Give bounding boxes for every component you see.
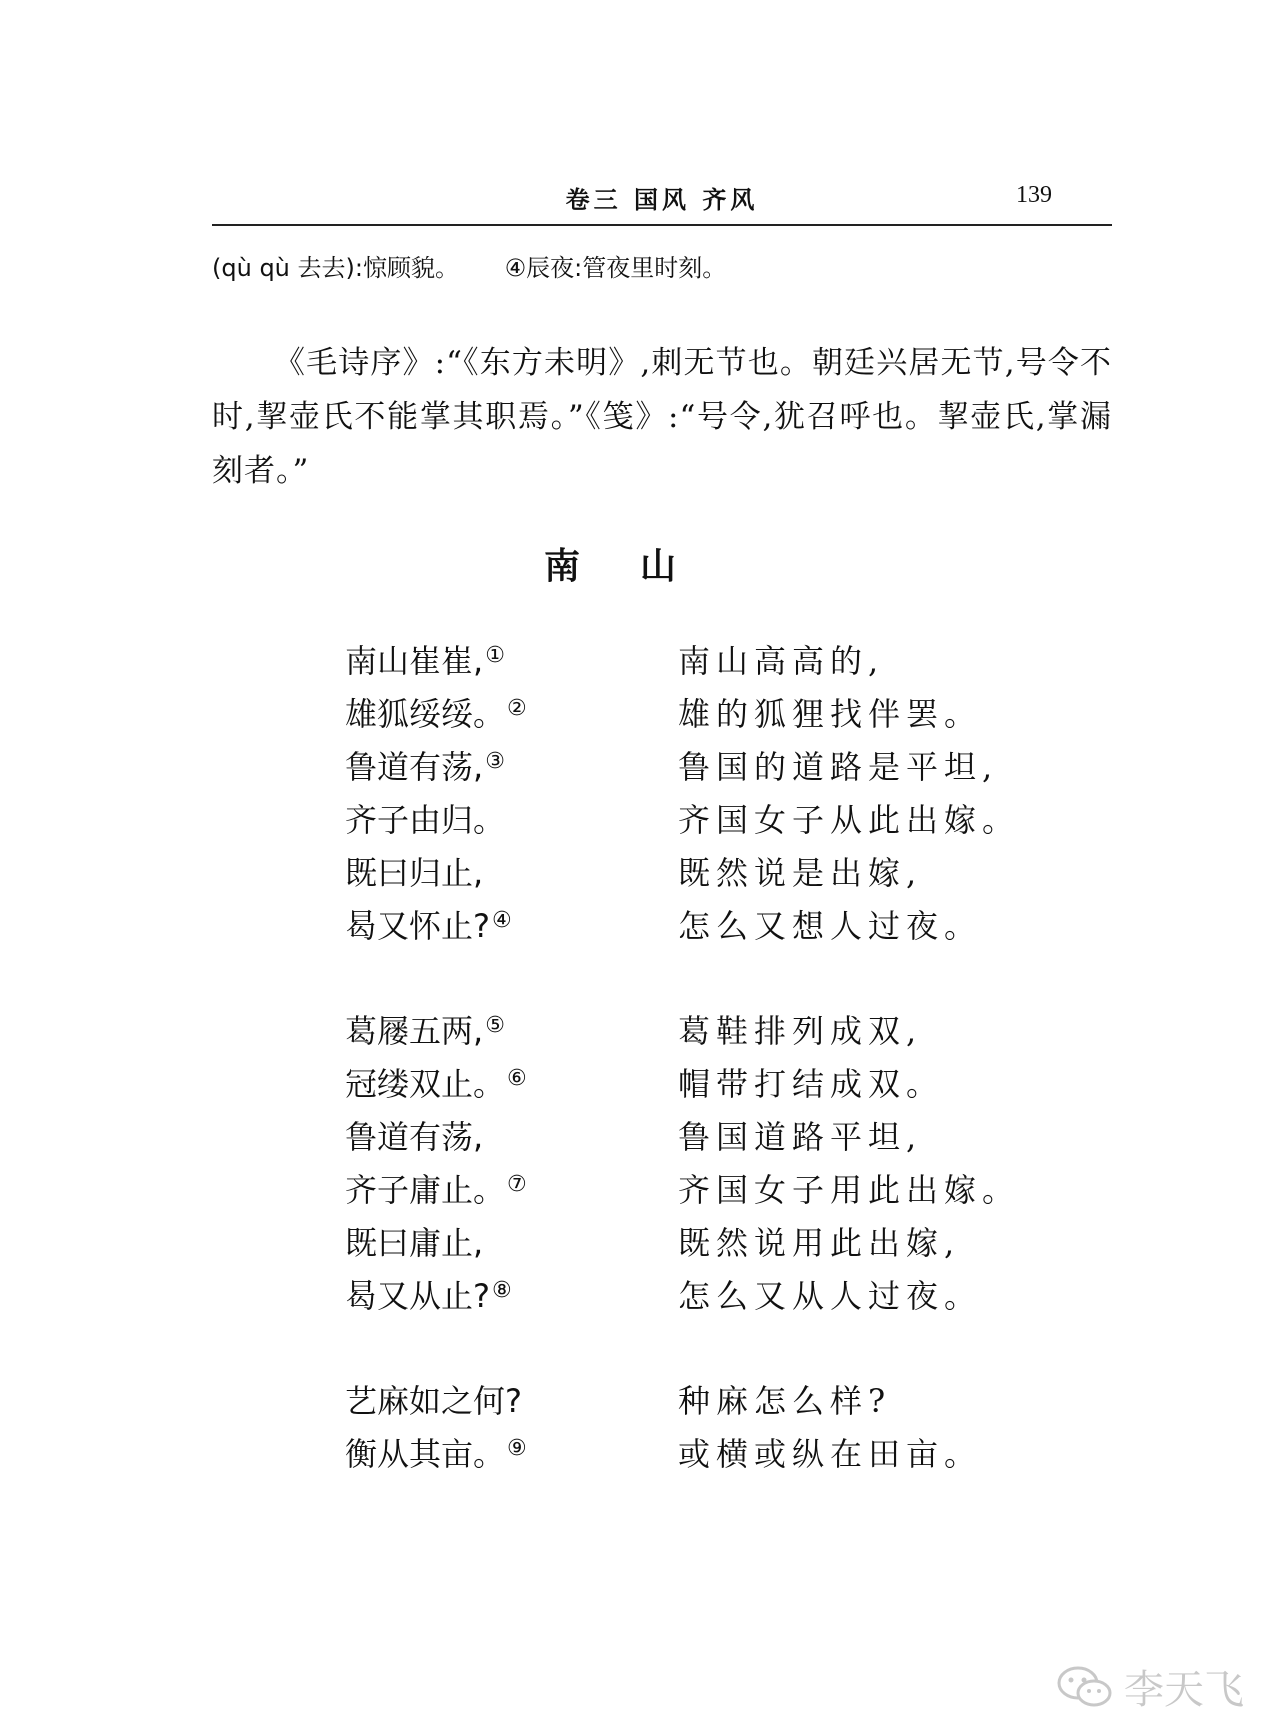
chapter-title: 卷三 国风 齐风 bbox=[565, 186, 759, 214]
footnote-line bbox=[212, 248, 764, 283]
original-text: 雄狐绥绥。 bbox=[345, 695, 506, 733]
poem-line bbox=[0, 1006, 1280, 1059]
original-line bbox=[345, 1006, 505, 1052]
translation-line: 齐国女子用此出嫁。 bbox=[678, 1171, 1021, 1209]
translation-line: 鲁国道路平坦, bbox=[678, 1118, 923, 1156]
original-line bbox=[345, 689, 527, 735]
note-marker: ⑦ bbox=[507, 1172, 527, 1197]
translation-line: 既然说用此出嫁, bbox=[678, 1224, 961, 1262]
poem-line bbox=[0, 636, 1280, 689]
original-line bbox=[345, 1376, 522, 1422]
translation-line: 葛鞋排列成双, bbox=[678, 1012, 923, 1050]
watermark-text: 李天飞 bbox=[1124, 1667, 1244, 1713]
running-header bbox=[212, 180, 1112, 220]
poem-line bbox=[0, 742, 1280, 795]
original-text: 葛屦五两, bbox=[345, 1012, 484, 1050]
poem-body bbox=[0, 636, 1280, 1534]
poem-line bbox=[0, 848, 1280, 901]
poem-line bbox=[0, 1218, 1280, 1271]
note-marker: ⑥ bbox=[507, 1066, 527, 1091]
original-text: 曷又从止? bbox=[345, 1277, 490, 1315]
translation-line: 怎么又从人过夜。 bbox=[678, 1277, 983, 1315]
poem-line bbox=[0, 1429, 1280, 1482]
original-text: 齐子由归。 bbox=[345, 801, 506, 839]
translation-line: 帽带打结成双。 bbox=[678, 1065, 945, 1103]
original-text: 南山崔崔, bbox=[345, 642, 484, 680]
translation-line: 鲁国的道路是平坦, bbox=[678, 748, 999, 786]
translation-line: 或横或纵在田亩。 bbox=[678, 1435, 983, 1473]
poem-line bbox=[0, 689, 1280, 742]
original-line bbox=[345, 901, 512, 947]
original-line bbox=[345, 848, 483, 894]
note-marker: ⑤ bbox=[485, 1013, 505, 1038]
poem-line bbox=[0, 1271, 1280, 1324]
translation-line: 种麻怎么样? bbox=[678, 1382, 892, 1420]
translation-line: 既然说是出嫁, bbox=[678, 854, 923, 892]
wechat-icon bbox=[1056, 1665, 1114, 1709]
note-marker: ① bbox=[485, 643, 505, 668]
original-text: 衡从其亩。 bbox=[345, 1435, 506, 1473]
commentary-paragraph: 《毛诗序》:“《东方未明》,刺无节也。朝廷兴居无节,号令不时,挈壶氏不能掌其职焉。”《笺》:“号令,犹召呼也。挈壶氏,掌漏刻者。” bbox=[212, 345, 1112, 489]
poem-line bbox=[0, 1165, 1280, 1218]
note-marker: ③ bbox=[485, 749, 505, 774]
page-number: 139 bbox=[1016, 182, 1052, 208]
poem-line bbox=[0, 901, 1280, 954]
original-text: 鲁道有荡, bbox=[345, 1118, 484, 1156]
original-line bbox=[345, 1271, 512, 1317]
poem-line bbox=[0, 1376, 1280, 1429]
original-text: 既曰庸止, bbox=[345, 1224, 484, 1262]
note-marker: ② bbox=[507, 696, 527, 721]
stanza bbox=[0, 636, 1280, 954]
original-line bbox=[345, 742, 505, 788]
original-line bbox=[345, 795, 505, 841]
stanza bbox=[0, 1006, 1280, 1324]
poem-line bbox=[0, 1112, 1280, 1165]
stanza bbox=[0, 1376, 1280, 1482]
original-text: 鲁道有荡, bbox=[345, 748, 484, 786]
poem-line bbox=[0, 795, 1280, 848]
note-marker: ④ bbox=[492, 908, 512, 933]
original-line bbox=[345, 1429, 527, 1475]
original-text: 曷又怀止? bbox=[345, 907, 490, 945]
translation-line: 雄的狐狸找伴罢。 bbox=[678, 695, 983, 733]
original-text: 既曰归止, bbox=[345, 854, 484, 892]
original-line bbox=[345, 1165, 527, 1211]
original-text: 冠缕双止。 bbox=[345, 1065, 506, 1103]
note-marker: ⑧ bbox=[492, 1278, 512, 1303]
header-rule bbox=[212, 224, 1112, 226]
watermark bbox=[1056, 1658, 1244, 1715]
original-line bbox=[345, 636, 505, 682]
original-line bbox=[345, 1059, 527, 1105]
footnote: ④辰夜:管夜里时刻。 bbox=[504, 254, 727, 282]
original-text: 艺麻如之何? bbox=[345, 1382, 522, 1420]
poem-title: 南山 bbox=[543, 546, 736, 587]
footnote: (qù qù 去去):惊顾貌。 bbox=[212, 254, 459, 282]
original-line bbox=[345, 1218, 483, 1264]
poem-line bbox=[0, 1059, 1280, 1112]
original-line bbox=[345, 1112, 483, 1158]
translation-line: 齐国女子从此出嫁。 bbox=[678, 801, 1021, 839]
translation-line: 南山高高的, bbox=[678, 642, 885, 680]
translation-line: 怎么又想人过夜。 bbox=[678, 907, 983, 945]
note-marker: ⑨ bbox=[507, 1436, 527, 1461]
original-text: 齐子庸止。 bbox=[345, 1171, 506, 1209]
